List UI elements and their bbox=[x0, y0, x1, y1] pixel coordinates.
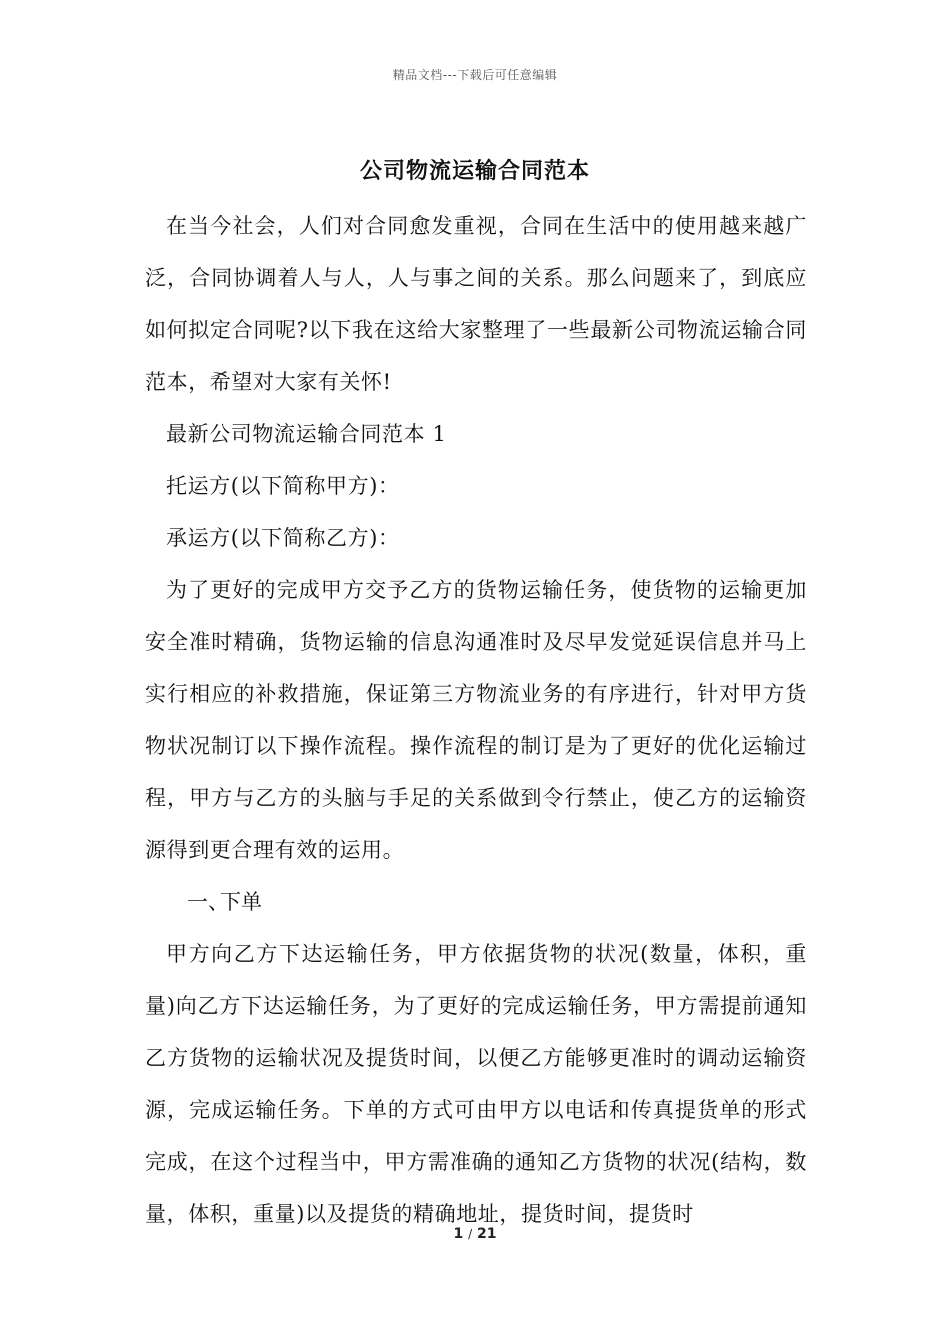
page-title: 公司物流运输合同范本 bbox=[359, 159, 590, 184]
section-title: 下单 bbox=[220, 890, 262, 914]
total-pages: 21 bbox=[477, 1226, 497, 1242]
header-note: 精品文档---下载后可任意编辑 bbox=[392, 68, 558, 82]
order-paragraph: 甲方向乙方下达运输任务，甲方依据货物的状况(数量，体积，重量)向乙方下达运输任务，为了更好的完成运输任务，甲方需提前通知乙方货物的运输状况及提货时间，以便乙方能够更准时的调动运输资源，完成运输任务。下单的方式可由甲方以电话和传真提货单的形式完成，在这个过程当中，甲方需准确的通知乙方货物的状况(结构，数量，体积，重量)以及提货的精确地址，提货时间，提货时 bbox=[145, 942, 807, 1226]
document-body bbox=[145, 200, 807, 1240]
contract-subtitle: 最新公司物流运输合同范本 1 bbox=[166, 422, 447, 446]
page-number bbox=[0, 1226, 950, 1242]
current-page: 1 bbox=[453, 1226, 464, 1242]
purpose-paragraph: 为了更好的完成甲方交予乙方的货物运输任务，使货物的运输更加安全准时精确，货物运输的信息沟通准时及尽早发觉延误信息并马上实行相应的补救措施，保证第三方物流业务的有序进行，针对甲方货物状况制订以下操作流程。操作流程的制订是为了更好的优化运输过程，甲方与乙方的头脑与手足的关系做到令行禁止，使乙方的运输资源得到更合理有效的运用。 bbox=[145, 578, 807, 862]
carrier-line: 承运方(以下简称乙方)： bbox=[166, 526, 400, 550]
page-separator: / bbox=[468, 1227, 473, 1241]
section-number: 一、 bbox=[187, 890, 229, 914]
section-heading-1 bbox=[145, 876, 807, 928]
shipper-line: 托运方(以下简称甲方)： bbox=[166, 474, 400, 498]
intro-paragraph: 在当今社会，人们对合同愈发重视，合同在生活中的使用越来越广泛，合同协调着人与人，人与事之间的关系。那么问题来了，到底应如何拟定合同呢?以下我在这给大家整理了一些最新公司物流运输合同范本，希望对大家有关怀! bbox=[145, 214, 807, 394]
